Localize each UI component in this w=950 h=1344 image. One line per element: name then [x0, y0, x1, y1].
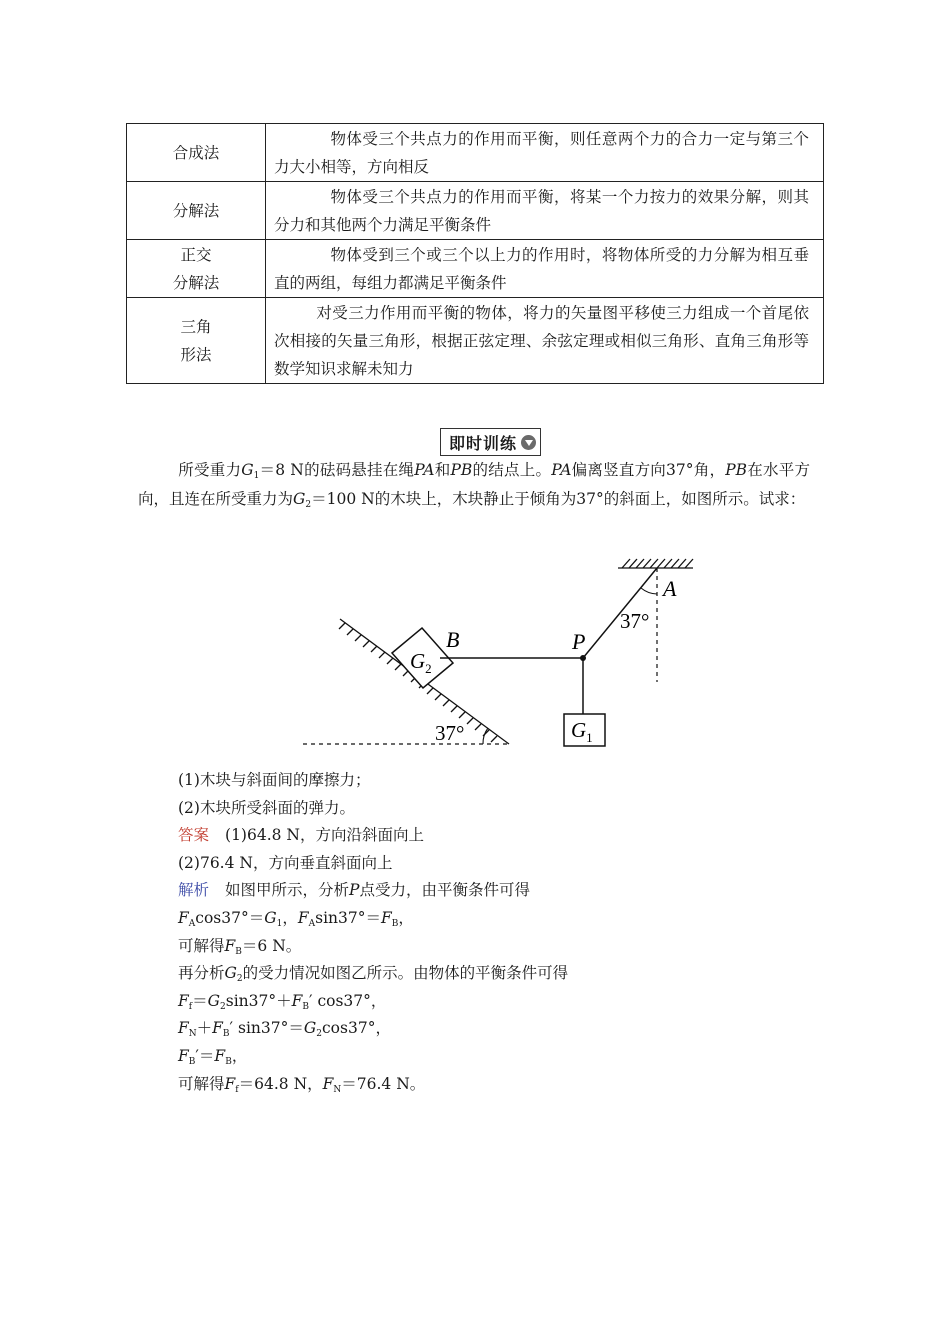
- analysis-line-3: 可解得$F_B=6$ N。: [178, 936, 302, 957]
- method-name: [127, 298, 266, 384]
- method-name-line1: 三角: [180, 317, 212, 336]
- answer-line-2: (2)76.4 N，方向垂直斜面向上: [178, 853, 393, 872]
- angle-label-bottom: 37°: [435, 721, 465, 745]
- method-description: [266, 182, 824, 240]
- method-description-text: 物体受三个共点力的作用而平衡，将某一个力按力的效果分解，则其分力和其他两个力满足平衡条件: [274, 187, 809, 234]
- question-1: (1)木块与斜面间的摩擦力；: [178, 771, 371, 789]
- analysis-label: 解析: [178, 881, 210, 900]
- method-description: [266, 124, 824, 182]
- section-title-text: 即时训练: [449, 433, 518, 453]
- method-name: [127, 124, 266, 182]
- methods-table: [126, 123, 824, 384]
- angle-arc-top: [641, 588, 657, 594]
- ceiling: [618, 559, 693, 568]
- method-name: [127, 240, 266, 298]
- method-description: [266, 298, 824, 384]
- table-row: [127, 182, 824, 240]
- method-name-line2: 形法: [180, 345, 212, 364]
- label-b: B: [446, 627, 460, 652]
- solution-block: [178, 767, 808, 1098]
- method-description-text: 对受三力作用而平衡的物体，将力的矢量图平移使三力组成一个首尾依次相接的矢量三角形，根据正弦定理、余弦定理或相似三角形、直角三角形等数学知识求解未知力: [274, 303, 809, 378]
- analysis-line-4: 再分析$G_2$的受力情况如图乙所示。由物体的平衡条件可得: [178, 964, 569, 985]
- label-a: A: [663, 576, 677, 601]
- answer-line-1: 答案 (1)64.8 N，方向沿斜面向上: [178, 826, 424, 845]
- method-description-text: 物体受到三个或三个以上力的作用时，将物体所受的力分解为相互垂直的两组，每组力都满足平衡条件: [274, 245, 809, 292]
- table-row: [127, 240, 824, 298]
- analysis-line-8: 可解得$F_f=64.8$ N，$F_N=76.4$ N。: [178, 1074, 426, 1095]
- angle-arc-bottom: [483, 728, 488, 744]
- analysis-line-1: 解析 如图甲所示，分析P点受力，由平衡条件可得: [178, 881, 530, 900]
- method-name-line2: 分解法: [172, 273, 220, 292]
- problem-statement: 所受重力$G_1=8$ N的砝码悬挂在绳PA和PB的结点上。PA偏离竖直方向37°角，PB在水平方向，且连在所受重力为$G_2=100$ N的木块上，木块静止于倾角为37°的斜面上，如图所示。试求：: [138, 461, 810, 510]
- method-name-line1: 正交: [180, 245, 212, 264]
- answer-label: 答案: [178, 826, 210, 845]
- method-name-text: 分解法: [172, 201, 220, 220]
- label-p: P: [572, 629, 586, 654]
- method-description-text: 物体受三个共点力的作用而平衡，则任意两个力的合力一定与第三个力大小相等，方向相反: [274, 129, 809, 176]
- analysis-line-7: $F_B'=F_B$，: [178, 1046, 248, 1067]
- analysis-line-5: $F_f=G_2\sin 37^\circ+F_B'$ cos37°，: [178, 991, 387, 1012]
- table-row: [127, 124, 824, 182]
- method-name-text: 合成法: [172, 143, 220, 162]
- analysis-line-6: $F_N+F_B'$ $\sin 37^\circ=G_2\cos 37^\circ$，: [178, 1019, 391, 1040]
- section-title: [440, 428, 541, 456]
- method-name: [127, 182, 266, 240]
- analysis-line-2: $F_A\cos 37^\circ=G_1$，$F_A\sin 37^\circ=F_B$，: [178, 908, 414, 929]
- angle-label-top: 37°: [620, 609, 650, 633]
- block-g2-label: $G_2$: [410, 649, 432, 676]
- question-2: (2)木块所受斜面的弹力。: [178, 798, 355, 817]
- table-row: [127, 298, 824, 384]
- method-description: [266, 240, 824, 298]
- force-diagram: [283, 546, 703, 768]
- triangle-down-icon: [521, 435, 536, 450]
- block-g1-label: $G_1$: [571, 718, 593, 745]
